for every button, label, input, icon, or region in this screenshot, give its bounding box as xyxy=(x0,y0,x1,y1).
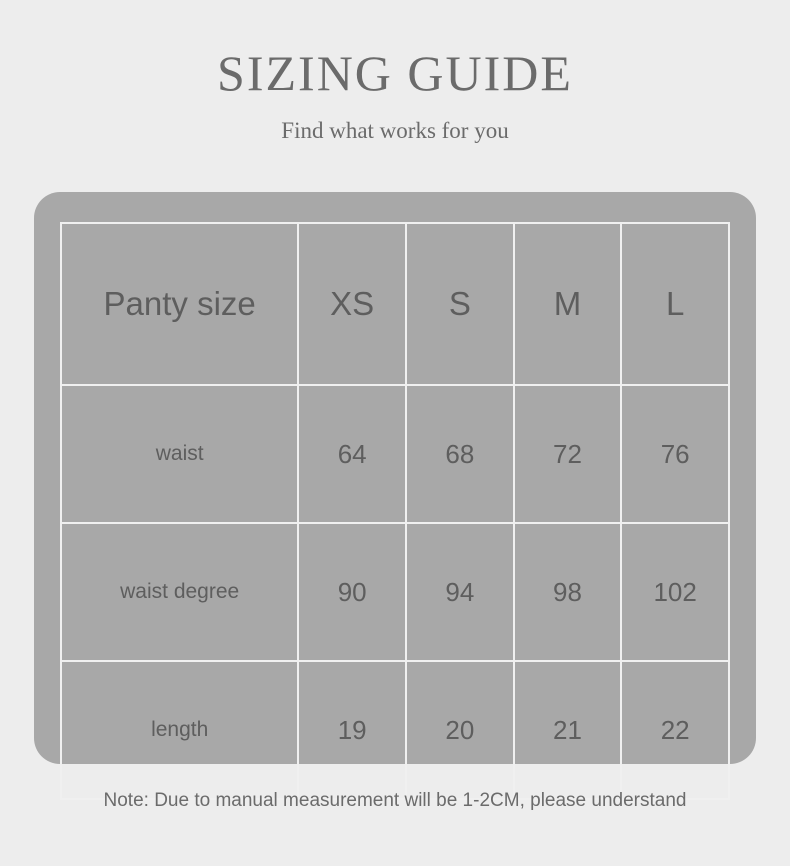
table-row xyxy=(61,385,729,523)
cell-length-m: 21 xyxy=(514,661,622,799)
table-row xyxy=(61,523,729,661)
table-row xyxy=(61,661,729,799)
page-subtitle: Find what works for you xyxy=(281,118,509,143)
cell-waist-degree-s: 94 xyxy=(406,523,514,661)
row-label-waist-degree: waist degree xyxy=(61,523,298,661)
row-label-length: length xyxy=(61,661,298,799)
size-table xyxy=(60,222,730,800)
table-header-row xyxy=(61,223,729,385)
cell-waist-xs: 64 xyxy=(298,385,406,523)
cell-length-s: 20 xyxy=(406,661,514,799)
cell-length-xs: 19 xyxy=(298,661,406,799)
measurement-note: Note: Due to manual measurement will be 1-2CM, please understand xyxy=(103,790,687,811)
row-label-waist: waist xyxy=(61,385,298,523)
table-header-size-l: L xyxy=(621,223,729,385)
cell-waist-l: 76 xyxy=(621,385,729,523)
cell-waist-degree-l: 102 xyxy=(621,523,729,661)
cell-waist-m: 72 xyxy=(514,385,622,523)
size-table-card xyxy=(34,192,756,764)
cell-waist-degree-m: 98 xyxy=(514,523,622,661)
table-header-size-m: M xyxy=(514,223,622,385)
table-header-size-xs: XS xyxy=(298,223,406,385)
page-title: SIZING GUIDE xyxy=(217,45,573,101)
cell-waist-degree-xs: 90 xyxy=(298,523,406,661)
cell-length-l: 22 xyxy=(621,661,729,799)
cell-waist-s: 68 xyxy=(406,385,514,523)
table-header-size-s: S xyxy=(406,223,514,385)
table-header-label: Panty size xyxy=(61,223,298,385)
